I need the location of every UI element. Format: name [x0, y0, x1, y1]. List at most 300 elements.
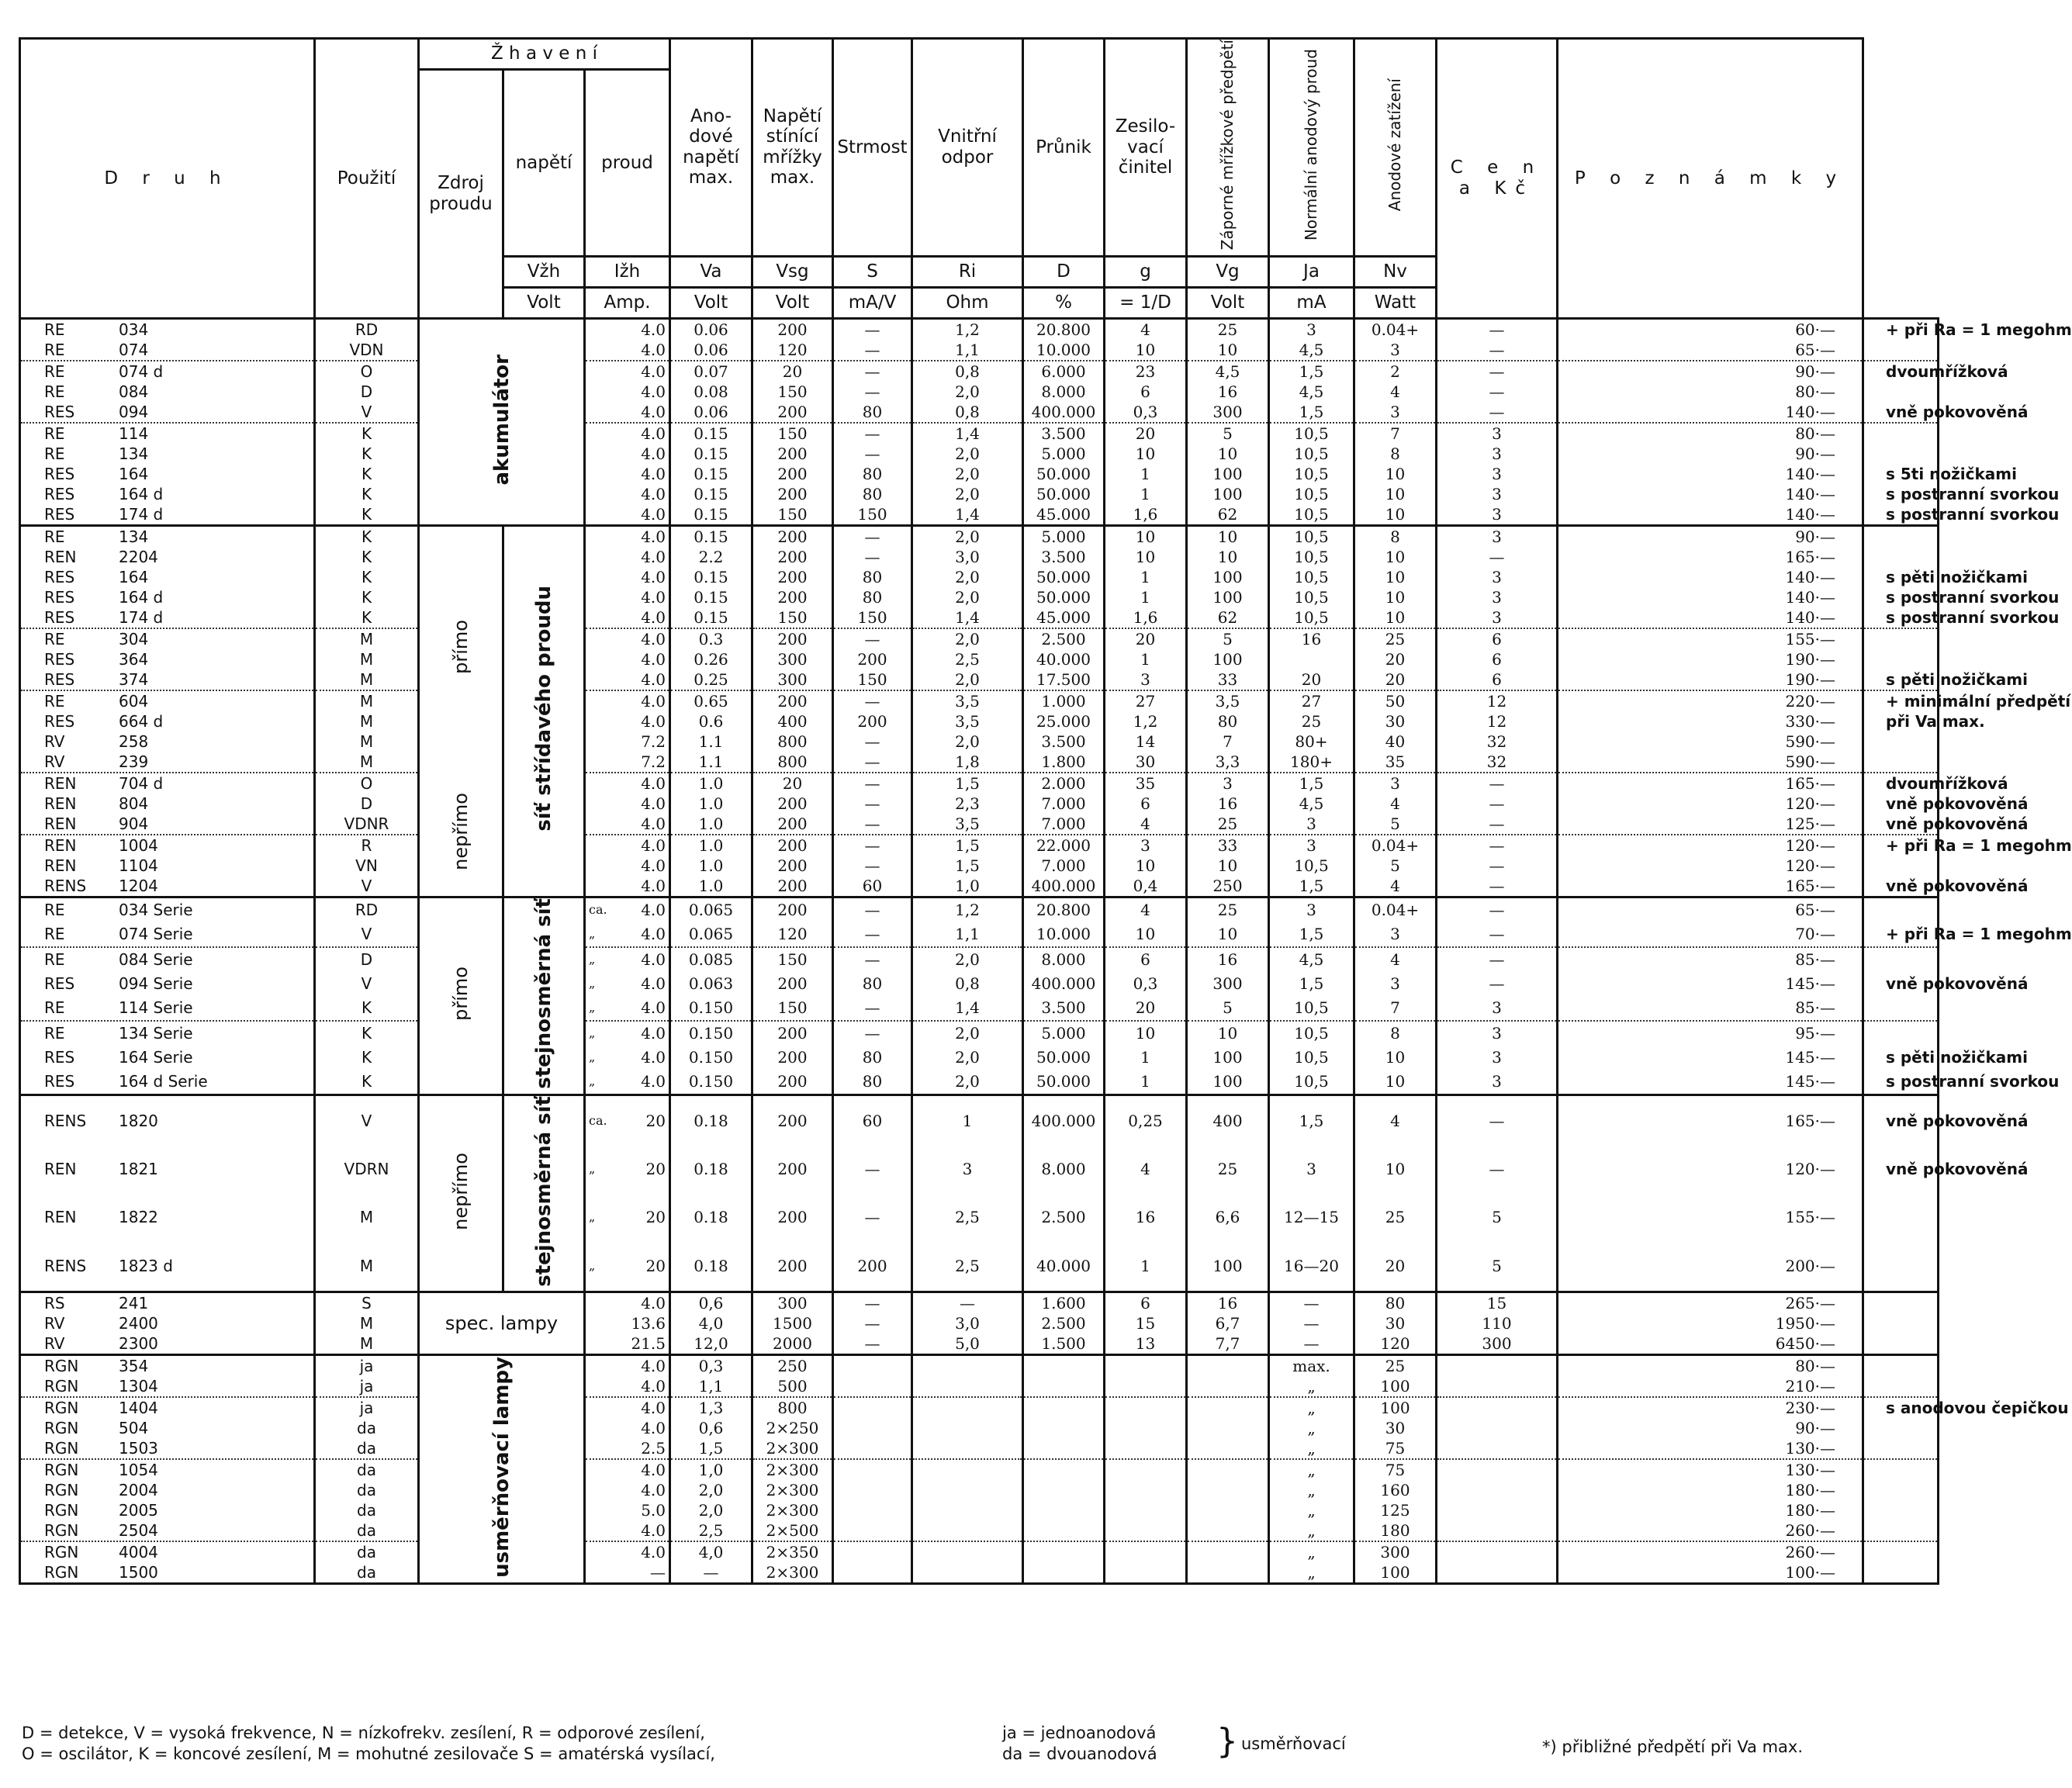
tube-type-cell — [20, 402, 315, 423]
internal-resistance-cell: 1.500 — [1023, 1333, 1105, 1355]
tube-type-cell — [20, 1562, 315, 1584]
tube-series: RE — [44, 950, 65, 970]
internal-resistance-cell — [1023, 1541, 1105, 1562]
anode-current-cell: 4 — [1354, 876, 1437, 897]
anode-voltage-cell: 200 — [752, 1193, 833, 1241]
anode-current-cell: 3 — [1354, 773, 1437, 794]
price-cell: 190·— — [1558, 669, 1863, 690]
supply-network-text: stejnosměrná síť — [532, 1095, 555, 1287]
penetration-cell: 14 — [1105, 731, 1187, 752]
tube-group — [20, 318, 2072, 525]
transconductance-cell: 3,5 — [912, 814, 1023, 835]
transconductance-cell — [912, 1520, 1023, 1541]
heater-current-cell: 0.26 — [670, 649, 752, 669]
anode-dissipation-cell: — — [1437, 361, 1558, 382]
anode-voltage-cell: 150 — [752, 423, 833, 444]
transconductance-cell: 2,0 — [912, 947, 1023, 972]
notes-cell: vně pokovověná — [1863, 814, 1939, 835]
tube-series: RE — [44, 925, 65, 944]
grid-bias-cell: 16 — [1269, 628, 1354, 649]
price-cell: 140·— — [1558, 567, 1863, 587]
heater-current-cell: 2,0 — [670, 1480, 752, 1500]
table-row — [20, 1021, 1939, 1046]
grid-bias-cell: 4,5 — [1269, 340, 1354, 361]
table-row — [20, 669, 1939, 690]
usage-cell: da — [315, 1500, 419, 1520]
price-cell: 125·— — [1558, 814, 1863, 835]
price-cell: 65·— — [1558, 897, 1863, 922]
heater-voltage-cell — [585, 1146, 670, 1194]
screen-voltage-cell: — — [833, 1193, 912, 1241]
internal-resistance-cell: 2.500 — [1023, 628, 1105, 649]
transconductance-cell — [912, 1541, 1023, 1562]
penetration-cell — [1105, 1480, 1187, 1500]
anode-dissipation-cell — [1437, 1418, 1558, 1438]
heater-voltage-cell — [585, 444, 670, 464]
tube-type-cell — [20, 794, 315, 814]
anode-dissipation-cell: 3 — [1437, 1069, 1558, 1095]
heater-voltage-cell — [585, 1562, 670, 1584]
anode-voltage-cell: 150 — [752, 996, 833, 1021]
tube-type-cell — [20, 752, 315, 773]
screen-voltage-cell: — — [833, 922, 912, 947]
anode-current-cell: 0.04+ — [1354, 835, 1437, 856]
price-cell: 6450·— — [1558, 1333, 1863, 1355]
penetration-cell: 1 — [1105, 649, 1187, 669]
heater-current-cell: 0.06 — [670, 340, 752, 361]
penetration-cell — [1105, 1438, 1187, 1459]
usage-cell: K — [315, 484, 419, 504]
heater-voltage-cell — [585, 922, 670, 947]
anode-dissipation-cell: 3 — [1437, 525, 1558, 547]
transconductance-cell — [912, 1459, 1023, 1480]
anode-dissipation-cell: — — [1437, 947, 1558, 972]
power-source-label — [419, 1095, 503, 1292]
amplification-factor-cell: 3,3 — [1187, 752, 1269, 773]
grid-bias-cell: 4,5 — [1269, 382, 1354, 402]
tube-series: RGN — [44, 1563, 79, 1582]
grid-bias-cell: 10,5 — [1269, 607, 1354, 628]
screen-voltage-cell: 200 — [833, 1241, 912, 1292]
grid-bias-cell: 1,5 — [1269, 876, 1354, 897]
screen-voltage-cell — [833, 1418, 912, 1438]
amplification-factor-cell: 4,5 — [1187, 361, 1269, 382]
header-unit: Volt — [670, 287, 752, 318]
tube-number: 664 d — [119, 711, 164, 731]
tube-number: 304 — [119, 629, 149, 648]
transconductance-cell: 0,8 — [912, 972, 1023, 996]
notes-cell — [1863, 1438, 1939, 1459]
internal-resistance-cell: 20.800 — [1023, 897, 1105, 922]
screen-voltage-cell: — — [833, 752, 912, 773]
anode-current-cell: 8 — [1354, 444, 1437, 464]
notes-cell: s postranní svorkou — [1863, 1069, 1939, 1095]
tube-series: RES — [44, 1047, 75, 1067]
internal-resistance-cell: 17.500 — [1023, 669, 1105, 690]
anode-current-cell: 3 — [1354, 972, 1437, 996]
anode-dissipation-cell: — — [1437, 835, 1558, 856]
tube-type-cell — [20, 525, 315, 547]
power-source-text: přímo — [450, 966, 472, 1021]
notes-cell — [1863, 1520, 1939, 1541]
tube-type-cell — [20, 1438, 315, 1459]
heater-voltage-cell — [585, 464, 670, 484]
price-cell: 80·— — [1558, 423, 1863, 444]
screen-voltage-cell: — — [833, 340, 912, 361]
amplification-factor-cell: 16 — [1187, 947, 1269, 972]
anode-dissipation-cell: 3 — [1437, 607, 1558, 628]
usage-cell: da — [315, 1438, 419, 1459]
penetration-cell: 6 — [1105, 947, 1187, 972]
heater-voltage-cell — [585, 340, 670, 361]
table-row — [20, 794, 1939, 814]
transconductance-cell: 1,2 — [912, 897, 1023, 922]
tube-series: RGN — [44, 1501, 79, 1520]
heater-voltage-cell — [585, 752, 670, 773]
heater-voltage-value: 21.5 — [631, 1334, 666, 1354]
tube-number: 164 — [119, 464, 149, 483]
tube-number: 074 Serie — [119, 925, 193, 944]
price-cell: 190·— — [1558, 649, 1863, 669]
tube-number: 1204 — [119, 876, 158, 895]
penetration-cell: 0,3 — [1105, 402, 1187, 423]
usage-cell: VN — [315, 856, 419, 876]
price-cell: 260·— — [1558, 1520, 1863, 1541]
table-row — [20, 1292, 1939, 1314]
internal-resistance-cell: 50.000 — [1023, 567, 1105, 587]
internal-resistance-cell: 1.800 — [1023, 752, 1105, 773]
transconductance-cell: 3,0 — [912, 547, 1023, 567]
screen-voltage-cell: — — [833, 856, 912, 876]
tube-number: 1404 — [119, 1399, 158, 1418]
tube-series: RGN — [44, 1439, 79, 1458]
amplification-factor-cell: 7 — [1187, 731, 1269, 752]
tube-number: 1820 — [119, 1111, 158, 1130]
anode-current-cell: 80 — [1354, 1292, 1437, 1314]
screen-voltage-cell: — — [833, 794, 912, 814]
tube-type-cell — [20, 690, 315, 711]
anode-voltage-cell: 200 — [752, 1095, 833, 1145]
legend-da: da = dvouanodová — [1002, 1745, 1157, 1763]
penetration-cell: 1,6 — [1105, 504, 1187, 526]
anode-current-cell: 10 — [1354, 464, 1437, 484]
notes-cell: vně pokovověná — [1863, 794, 1939, 814]
transconductance-cell: 1,1 — [912, 922, 1023, 947]
tube-type-cell — [20, 897, 315, 922]
usage-cell: RD — [315, 897, 419, 922]
grid-bias-cell: 10,5 — [1269, 567, 1354, 587]
anode-current-cell: 30 — [1354, 1313, 1437, 1333]
heater-voltage-value: 4.0 — [641, 1357, 666, 1376]
tube-number: 2004 — [119, 1481, 158, 1500]
penetration-cell: 10 — [1105, 547, 1187, 567]
anode-voltage-cell: 200 — [752, 525, 833, 547]
power-source-text: akumulátor — [489, 354, 514, 486]
anode-dissipation-cell: 5 — [1437, 1193, 1558, 1241]
notes-cell: + při Ra = 1 megohm — [1863, 922, 1939, 947]
usage-cell: K — [315, 567, 419, 587]
tube-number: 114 — [119, 424, 149, 443]
internal-resistance-cell — [1023, 1355, 1105, 1377]
transconductance-cell: 2,0 — [912, 484, 1023, 504]
penetration-cell: 3 — [1105, 835, 1187, 856]
heater-voltage-value: 4.0 — [641, 340, 666, 359]
heater-voltage-cell — [585, 1095, 670, 1145]
amplification-factor-cell: 62 — [1187, 607, 1269, 628]
heater-voltage-prefix: ca. — [589, 1112, 607, 1128]
tube-type-cell — [20, 1541, 315, 1562]
screen-voltage-cell — [833, 1562, 912, 1584]
table-row — [20, 876, 1939, 897]
heater-voltage-value: 4.0 — [641, 1024, 666, 1043]
amplification-factor-cell — [1187, 1480, 1269, 1500]
heater-voltage-cell — [585, 318, 670, 340]
heater-voltage-cell — [585, 361, 670, 382]
screen-voltage-cell: 80 — [833, 1046, 912, 1070]
anode-voltage-cell: 2×300 — [752, 1438, 833, 1459]
price-cell: 165·— — [1558, 876, 1863, 897]
screen-voltage-cell: — — [833, 318, 912, 340]
tube-number: 2005 — [119, 1501, 158, 1520]
anode-voltage-cell: 200 — [752, 690, 833, 711]
heater-current-cell: 2,5 — [670, 1520, 752, 1541]
price-cell: 85·— — [1558, 947, 1863, 972]
usage-cell: da — [315, 1480, 419, 1500]
heater-voltage-value: 4.0 — [641, 1521, 666, 1541]
tube-series: RES — [44, 464, 75, 483]
penetration-cell: 23 — [1105, 361, 1187, 382]
header-symbol: S — [833, 256, 912, 287]
notes-cell — [1863, 1376, 1939, 1397]
price-cell: 145·— — [1558, 1069, 1863, 1095]
tube-series: RGN — [44, 1357, 79, 1376]
anode-voltage-cell: 250 — [752, 1355, 833, 1377]
transconductance-cell: 1,8 — [912, 752, 1023, 773]
amplification-factor-cell: 10 — [1187, 547, 1269, 567]
usage-cell: M — [315, 628, 419, 649]
power-source-text: usměrňovací lampy — [489, 1356, 514, 1578]
transconductance-cell: 2,0 — [912, 587, 1023, 607]
price-cell: 90·— — [1558, 525, 1863, 547]
transconductance-cell: 1,1 — [912, 340, 1023, 361]
heater-voltage-cell — [585, 1046, 670, 1070]
heater-voltage-cell — [585, 504, 670, 526]
header-symbol: Vžh — [503, 256, 585, 287]
heater-voltage-cell — [585, 690, 670, 711]
heater-voltage-cell — [585, 547, 670, 567]
amplification-factor-cell: 6,6 — [1187, 1193, 1269, 1241]
notes-cell — [1863, 856, 1939, 876]
penetration-cell: 1 — [1105, 1241, 1187, 1292]
legend-brace: } — [1216, 1721, 1238, 1761]
heater-voltage-value: 4.0 — [641, 856, 666, 875]
tube-number: 074 — [119, 340, 149, 359]
penetration-cell: 20 — [1105, 996, 1187, 1021]
anode-current-cell: 10 — [1354, 587, 1437, 607]
heater-voltage-cell — [585, 1520, 670, 1541]
heater-voltage-value: 4.0 — [641, 1047, 666, 1067]
transconductance-cell — [912, 1500, 1023, 1520]
usage-cell: V — [315, 1095, 419, 1145]
heater-current-cell: 0.085 — [670, 947, 752, 972]
grid-bias-cell — [1269, 649, 1354, 669]
screen-voltage-cell — [833, 1376, 912, 1397]
internal-resistance-cell: 7.000 — [1023, 856, 1105, 876]
internal-resistance-cell — [1023, 1418, 1105, 1438]
notes-cell — [1863, 1333, 1939, 1355]
anode-dissipation-cell: — — [1437, 876, 1558, 897]
tube-type-cell — [20, 444, 315, 464]
transconductance-cell: 5,0 — [912, 1333, 1023, 1355]
grid-bias-cell: — — [1269, 1313, 1354, 1333]
transconductance-cell — [912, 1418, 1023, 1438]
heater-voltage-prefix: „ — [589, 976, 596, 991]
heater-voltage-cell — [585, 731, 670, 752]
grid-bias-cell: max. — [1269, 1355, 1354, 1377]
heater-voltage-cell — [585, 1193, 670, 1241]
heater-current-cell: 0.06 — [670, 318, 752, 340]
amplification-factor-cell — [1187, 1520, 1269, 1541]
tube-series: RENS — [44, 876, 87, 895]
heater-voltage-cell — [585, 1069, 670, 1095]
heater-voltage-value: 4.0 — [641, 649, 666, 669]
heater-voltage-cell — [585, 525, 670, 547]
price-cell: 120·— — [1558, 835, 1863, 856]
grid-bias-cell: 10,5 — [1269, 856, 1354, 876]
usage-cell: ja — [315, 1397, 419, 1418]
price-cell: 200·— — [1558, 1241, 1863, 1292]
screen-voltage-cell: 200 — [833, 711, 912, 731]
anode-dissipation-cell: 15 — [1437, 1292, 1558, 1314]
anode-voltage-cell: 200 — [752, 318, 833, 340]
tube-group — [20, 525, 2072, 897]
supply-network-text: stejnosměrná síť — [532, 897, 555, 1089]
heater-voltage-prefix: „ — [589, 1258, 596, 1274]
anode-current-cell: 75 — [1354, 1438, 1437, 1459]
tube-number: 1054 — [119, 1461, 158, 1480]
anode-dissipation-cell — [1437, 1438, 1558, 1459]
transconductance-cell: 0,8 — [912, 402, 1023, 423]
notes-cell: + minimální předpětí — [1863, 690, 1939, 711]
table-row — [20, 1376, 1939, 1397]
tube-number: 4004 — [119, 1543, 158, 1562]
heater-voltage-value: 4.0 — [641, 1399, 666, 1418]
anode-voltage-cell: 200 — [752, 1021, 833, 1046]
tube-type-cell — [20, 1333, 315, 1355]
tube-group — [20, 1095, 2029, 1292]
tube-number: 174 d — [119, 504, 164, 524]
grid-bias-cell: „ — [1269, 1520, 1354, 1541]
tube-number: 174 d — [119, 607, 164, 627]
grid-bias-cell: 1,5 — [1269, 922, 1354, 947]
transconductance-cell: 3,5 — [912, 690, 1023, 711]
table-row — [20, 1541, 1939, 1562]
tube-series: RS — [44, 1294, 65, 1313]
tube-series: RE — [44, 998, 65, 1018]
header-unit: Ohm — [912, 287, 1023, 318]
price-cell: 140·— — [1558, 464, 1863, 484]
penetration-cell: 10 — [1105, 525, 1187, 547]
anode-voltage-cell: 200 — [752, 1241, 833, 1292]
grid-bias-cell: „ — [1269, 1459, 1354, 1480]
notes-cell: vně pokovověná — [1863, 1146, 1939, 1194]
anode-current-cell: 7 — [1354, 423, 1437, 444]
internal-resistance-cell — [1023, 1438, 1105, 1459]
screen-voltage-cell: — — [833, 814, 912, 835]
supply-network-text: síť střídavého proudu — [532, 586, 555, 832]
header-symbol: Ižh — [585, 256, 670, 287]
notes-cell: s pěti nožičkami — [1863, 1046, 1939, 1070]
anode-dissipation-cell: — — [1437, 1095, 1558, 1145]
amplification-factor-cell: 100 — [1187, 1069, 1269, 1095]
transconductance-cell: 3,5 — [912, 711, 1023, 731]
internal-resistance-cell: 50.000 — [1023, 587, 1105, 607]
internal-resistance-cell: 3.500 — [1023, 547, 1105, 567]
tube-number: 258 — [119, 731, 149, 751]
table-row — [20, 423, 1939, 444]
usage-cell: M — [315, 1333, 419, 1355]
legend-usmernovaci: usměrňovací — [1241, 1734, 1346, 1753]
amplification-factor-cell: 250 — [1187, 876, 1269, 897]
anode-current-cell: 3 — [1354, 922, 1437, 947]
heater-voltage-cell — [585, 382, 670, 402]
heater-voltage-value: — — [650, 1563, 666, 1582]
heater-current-cell: 0,3 — [670, 1355, 752, 1377]
amplification-factor-cell — [1187, 1541, 1269, 1562]
amplification-factor-cell — [1187, 1500, 1269, 1520]
tube-number: 374 — [119, 669, 149, 689]
notes-cell — [1863, 1562, 1939, 1584]
screen-voltage-cell — [833, 1541, 912, 1562]
usage-cell: K — [315, 996, 419, 1021]
heater-voltage-value: 5.0 — [641, 1501, 666, 1520]
heater-current-cell: 0.15 — [670, 464, 752, 484]
tube-number: 704 d — [119, 773, 164, 793]
internal-resistance-cell: 6.000 — [1023, 361, 1105, 382]
anode-current-cell: 50 — [1354, 690, 1437, 711]
amplification-factor-cell: 7,7 — [1187, 1333, 1269, 1355]
anode-voltage-cell: 200 — [752, 1146, 833, 1194]
notes-cell: dvoumřížková — [1863, 361, 1939, 382]
heater-voltage-value: 7.2 — [641, 752, 666, 771]
notes-cell — [1863, 947, 1939, 972]
amplification-factor-cell — [1187, 1418, 1269, 1438]
internal-resistance-cell: 8.000 — [1023, 947, 1105, 972]
grid-bias-cell: — — [1269, 1333, 1354, 1355]
tube-series: RES — [44, 669, 75, 689]
price-cell: 90·— — [1558, 1418, 1863, 1438]
screen-voltage-cell: — — [833, 773, 912, 794]
tube-series: RES — [44, 974, 75, 994]
penetration-cell — [1105, 1562, 1187, 1584]
amplification-factor-cell: 25 — [1187, 1146, 1269, 1194]
heater-current-cell: 0.15 — [670, 587, 752, 607]
usage-cell: V — [315, 922, 419, 947]
table-row — [20, 361, 1939, 382]
internal-resistance-cell: 400.000 — [1023, 402, 1105, 423]
heater-voltage-cell — [585, 897, 670, 922]
heater-voltage-value: 4.0 — [641, 1461, 666, 1480]
grid-bias-cell: 80+ — [1269, 731, 1354, 752]
notes-cell: + při Ra = 1 megohm — [1863, 835, 1939, 856]
heater-voltage-cell — [585, 711, 670, 731]
usage-cell: VDN — [315, 340, 419, 361]
table-row — [20, 897, 1939, 922]
tube-number: 239 — [119, 752, 149, 771]
tube-type-cell — [20, 1193, 315, 1241]
header-anodove-napeti: Ano- dové napětí max. — [670, 39, 752, 257]
heater-current-cell: 0.07 — [670, 361, 752, 382]
